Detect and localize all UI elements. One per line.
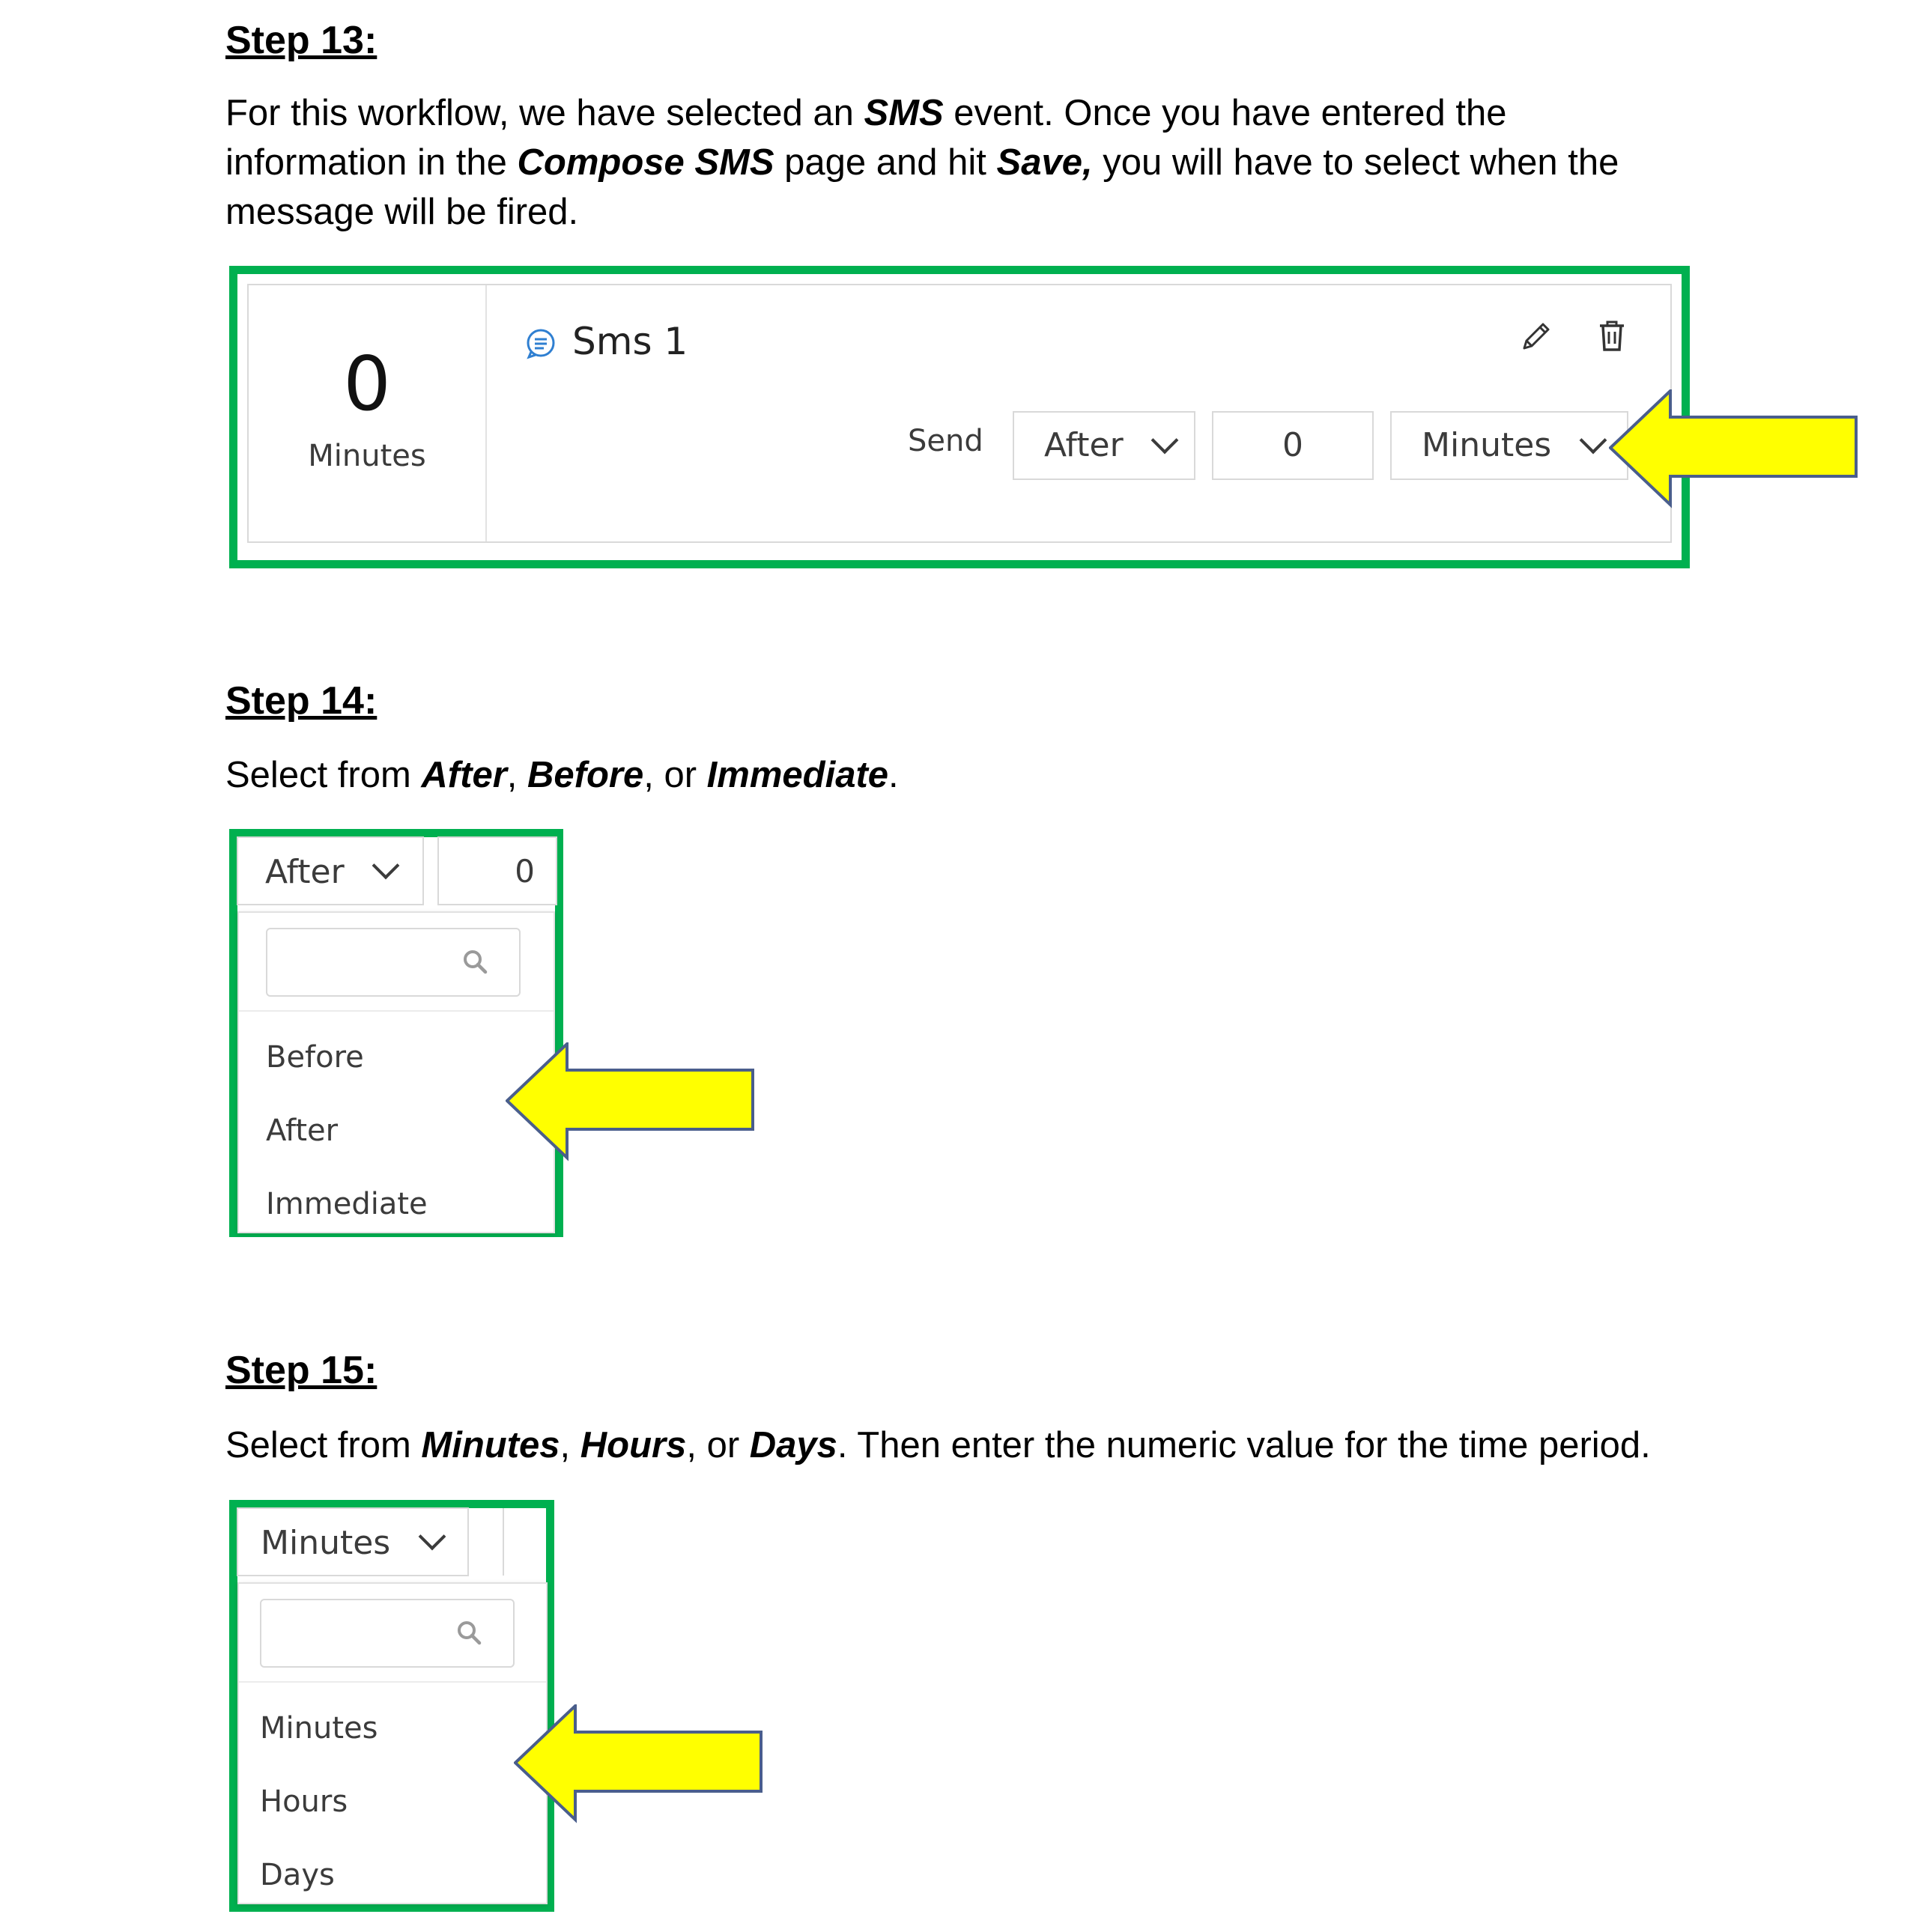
- timing-select[interactable]: [1013, 411, 1195, 480]
- step13-highlight-frame: [229, 266, 1690, 568]
- option-minutes[interactable]: Minutes: [260, 1711, 378, 1746]
- option-before[interactable]: Before: [266, 1040, 364, 1075]
- text: page and hit: [774, 142, 997, 183]
- emphasis: Compose SMS: [517, 142, 774, 183]
- amount-input[interactable]: [1212, 411, 1374, 480]
- arrow-left-callout: [514, 1704, 763, 1824]
- send-label: Send: [908, 424, 983, 458]
- text: event. Once you have entered the: [943, 93, 1507, 133]
- step14-paragraph: [225, 750, 1723, 800]
- option-after[interactable]: After: [266, 1114, 339, 1148]
- text: ,: [506, 755, 527, 795]
- timing-select-value: After: [1044, 426, 1124, 464]
- chevron-down-icon: [372, 852, 400, 880]
- text: you will have to select when the: [1092, 142, 1619, 183]
- emphasis: Minutes: [421, 1425, 560, 1465]
- event-name: Sms 1: [572, 320, 688, 363]
- option-immediate[interactable]: Immediate: [266, 1187, 428, 1221]
- step15-paragraph: [225, 1421, 1873, 1470]
- unit-select-value: Minutes: [1422, 426, 1552, 464]
- text: message will be fired.: [225, 192, 579, 232]
- text: .: [888, 755, 899, 795]
- delay-summary-panel: [249, 285, 487, 541]
- amount-input-value: 0: [515, 853, 535, 890]
- unit-dropdown-menu: [237, 1582, 548, 1904]
- unit-select[interactable]: [1390, 411, 1628, 480]
- text: Select from: [225, 755, 422, 795]
- option-days[interactable]: Days: [260, 1858, 335, 1892]
- event-card: [247, 284, 1672, 543]
- trash-icon[interactable]: [1595, 318, 1628, 354]
- delay-number: 0: [343, 340, 391, 428]
- step15-heading: Step 15:: [225, 1349, 378, 1392]
- text: Select from: [225, 1425, 422, 1465]
- unit-select-value: Minutes: [261, 1524, 391, 1562]
- sms-chat-icon: [524, 327, 557, 360]
- search-input[interactable]: [266, 928, 521, 997]
- divider: [239, 1681, 546, 1683]
- emphasis: Days: [749, 1425, 837, 1465]
- delay-unit: Minutes: [308, 439, 426, 473]
- step14-highlight-frame: [229, 829, 563, 1237]
- text: ,: [560, 1425, 580, 1465]
- step13-heading: Step 13:: [225, 19, 378, 62]
- chevron-down-icon: [1580, 427, 1607, 455]
- text: , or: [643, 755, 707, 795]
- timing-select-value: After: [265, 853, 345, 891]
- arrow-left-callout: [506, 1042, 754, 1162]
- option-hours[interactable]: Hours: [260, 1784, 348, 1819]
- text: . Then enter the numeric value for the time period.: [837, 1425, 1651, 1465]
- search-icon: [455, 1618, 485, 1648]
- pencil-edit-icon[interactable]: [1518, 318, 1554, 354]
- chevron-down-icon: [419, 1523, 446, 1551]
- chevron-down-icon: [1151, 427, 1179, 455]
- text: information in the: [225, 142, 518, 183]
- emphasis: Save,: [996, 142, 1093, 183]
- search-icon: [461, 947, 491, 977]
- emphasis: After: [421, 755, 507, 795]
- search-input[interactable]: [260, 1599, 515, 1668]
- emphasis: Hours: [580, 1425, 687, 1465]
- divider: [503, 1508, 504, 1576]
- step14-heading: Step 14:: [225, 679, 378, 723]
- divider: [239, 1010, 554, 1012]
- unit-select[interactable]: [237, 1507, 469, 1576]
- emphasis: SMS: [864, 93, 944, 133]
- text: , or: [686, 1425, 750, 1465]
- emphasis: Before: [527, 755, 644, 795]
- amount-input-value: 0: [1282, 426, 1303, 464]
- text: For this workflow, we have selected an: [225, 93, 864, 133]
- timing-select[interactable]: [237, 836, 424, 905]
- step15-highlight-frame: [229, 1500, 554, 1912]
- arrow-left-callout: [1609, 389, 1858, 509]
- amount-input[interactable]: [437, 836, 557, 905]
- step13-paragraph: [225, 88, 1723, 237]
- emphasis: Immediate: [706, 755, 889, 795]
